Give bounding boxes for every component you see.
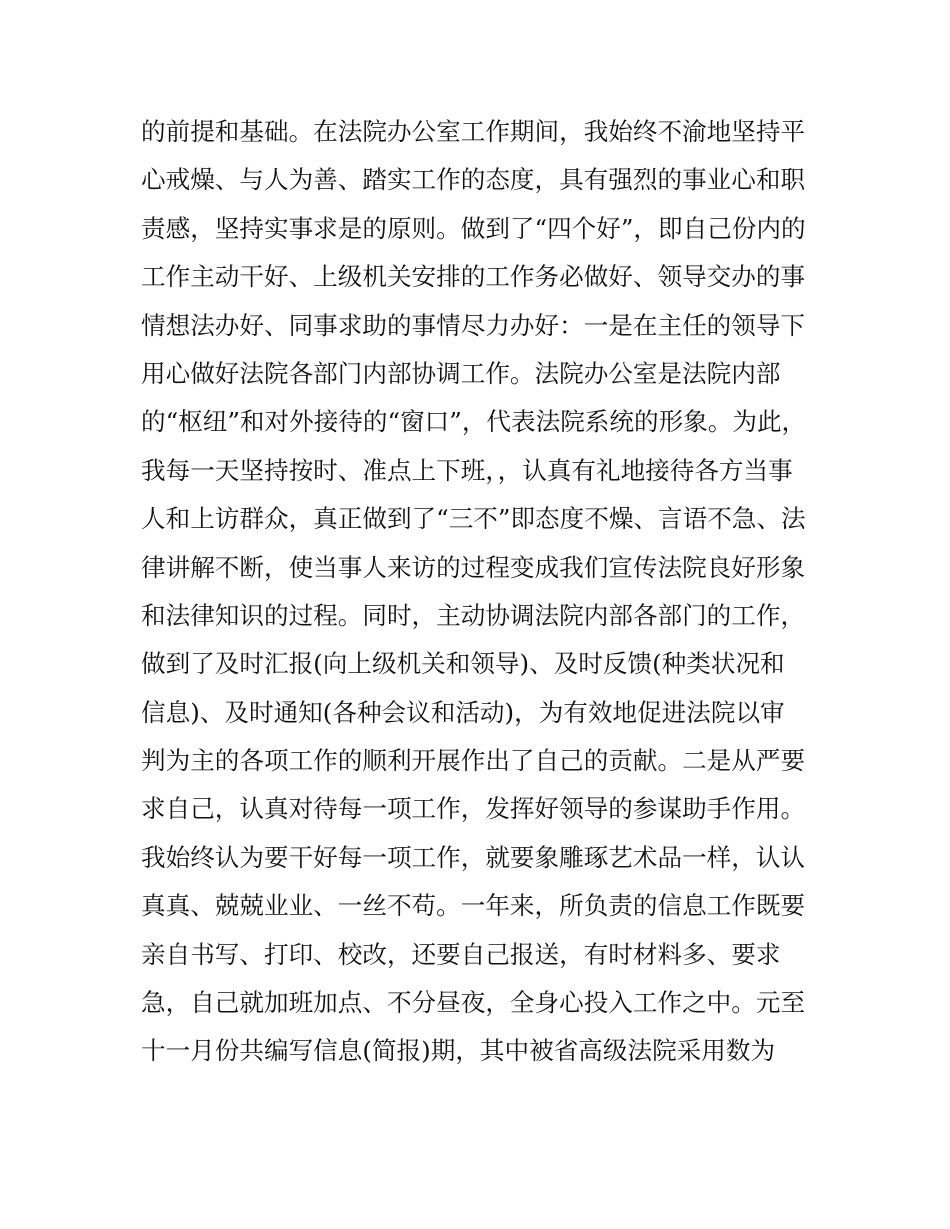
text-line: 用心做好法院各部门内部协调工作。法院办公室是法院内部 [141, 358, 781, 388]
text-line: 人和上访群众，真正做到了“三不”即态度不燥、言语不急、法 [141, 504, 806, 534]
text-line: 十一月份共编写信息(简报)期，其中被省高级法院采用数为 [141, 1036, 776, 1066]
text-line: 和法律知识的过程。同时，主动协调法院内部各部门的工作， [141, 600, 806, 630]
text-line: 信息)、及时通知(各种会议和活动)，为有效地促进法院以审 [141, 697, 785, 727]
text-line: 工作主动干好、上级机关安排的工作务必做好、领导交办的事 [141, 262, 806, 292]
text-line: 做到了及时汇报(向上级机关和领导)、及时反馈(种类状况和 [141, 649, 785, 679]
text-line: 我始终认为要干好每一项工作，就要象雕琢艺术品一样，认认 [141, 842, 806, 872]
text-line: 急，自己就加班加点、不分昼夜，全身心投入工作之中。元至 [141, 988, 806, 1018]
text-line: 责感，坚持实事求是的原则。做到了“四个好”，即自己份内的 [141, 213, 806, 243]
text-line: 我每一天坚持按时、准点上下班，，认真有礼地接待各方当事 [141, 455, 793, 485]
text-line: 的“枢纽”和对外接待的“窗口”，代表法院系统的形象。为此， [141, 407, 807, 437]
text-line: 心戒燥、与人为善、踏实工作的态度，具有强烈的事业心和职 [141, 165, 806, 195]
text-line: 判为主的各项工作的顺利开展作出了自己的贡献。二是从严要 [141, 746, 806, 776]
text-line: 求自己，认真对待每一项工作，发挥好领导的参谋助手作用。 [141, 794, 806, 824]
text-line: 律讲解不断，使当事人来访的过程变成我们宣传法院良好形象 [141, 552, 806, 582]
text-line: 的前提和基础。在法院办公室工作期间，我始终不渝地坚持平 [141, 117, 806, 146]
body-text [141, 108, 821, 1076]
text-line: 真真、兢兢业业、一丝不苟。一年来，所负责的信息工作既要 [141, 891, 806, 921]
text-line: 情想法办好、同事求助的事情尽力办好：一是在主任的领导下 [141, 310, 806, 340]
text-line: 亲自书写、打印、校改，还要自己报送，有时材料多、要求 [141, 939, 781, 969]
